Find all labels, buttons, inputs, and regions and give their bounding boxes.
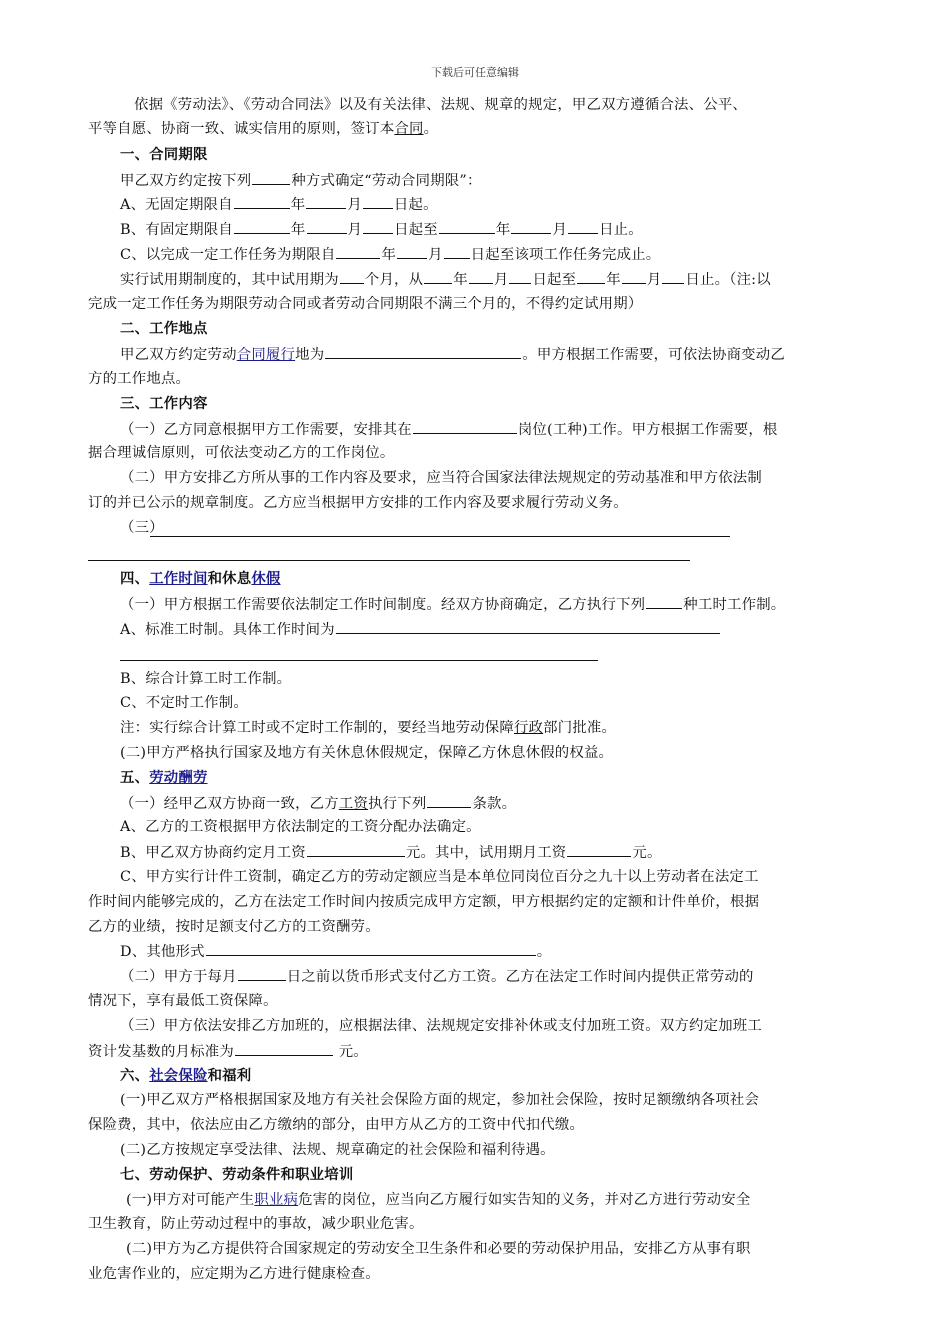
s1-trial-line-2: 完成一定工作任务为期限劳动合同或者劳动合同期限不满三个月的，不得约定试用期） [88,296,643,312]
blank-month[interactable] [622,270,646,284]
blank-month[interactable] [511,220,551,234]
s7-p2-line-2: 业危害作业的，应定期为乙方进行健康检查。 [88,1266,380,1282]
blank-day[interactable] [444,245,470,259]
s3-p3-blank-rule-2[interactable] [88,560,690,561]
s1-trial-line: 实行试用期制度的，其中试用期为 个月，从 年 月 日起至 年 月 日止。（注:以 [120,272,771,288]
occupational-disease-link[interactable]: 职业病 [254,1192,299,1208]
blank-position[interactable] [413,420,517,434]
s3-p1-line-1: （一）乙方同意根据甲方工作需要，安排其在 岗位(工种)工作。甲方根据工作需要，根 [120,422,778,438]
s5-option-a: A、乙方的工资根据甲方依法制定的工资分配办法确定。 [120,819,481,835]
s3-p1-line-2: 据合理诚信原则，可依法变动乙方的工作岗位。 [88,445,395,461]
section-2-title: 二、工作地点 [120,321,208,337]
s3-p3-line: （三） [120,520,164,536]
s5-p3-line-1: （三）甲方依法安排乙方加班的，应根据法律、法规规定安排补休或支付加班工资。双方约定加班工 [120,1018,762,1034]
blank-year[interactable] [234,220,290,234]
s1-option-a: A、无固定期限自 年 月 日起。 [120,197,438,213]
s5-option-c-line-3: 乙方的业绩，按时足额支付乙方的工资酬劳。 [88,919,380,935]
blank-trial-wage[interactable] [567,843,631,857]
blank-work-hours[interactable] [336,620,720,634]
blank-year[interactable] [577,270,605,284]
blank-monthly-wage[interactable] [307,843,405,857]
s1-option-c: C、以完成一定工作任务为期限自 年 月 日起至该项工作任务完成止。 [120,247,661,263]
s6-p1-line-2: 保险费，其中，依法应由乙方缴纳的部分，由甲方从乙方的工资中代扣代缴。 [88,1117,585,1133]
social-insurance-link[interactable]: 社会保险 [149,1068,208,1084]
section-5-title: 五、劳动酬劳 [120,770,208,786]
s5-p2-line-2: 情况下，享有最低工资保障。 [88,993,278,1009]
s4-option-c: C、不定时工作制。 [120,695,248,711]
s5-p2-line-1: （二）甲方于每月 日之前以货币形式支付乙方工资。乙方在法定工作时间内提供正常劳动的 [120,969,754,985]
section-1-title: 一、合同期限 [120,147,208,163]
blank-field[interactable] [252,171,290,185]
s2-location-line-2: 方的工作地点。 [88,371,191,387]
s5-p3-line-2: 资计发基数的月标准为 元。 [88,1044,368,1060]
s4-option-b: B、综合计算工时工作制。 [120,671,292,687]
s6-p1-line-1: (一)甲乙双方严格根据国家及地方有关社会保险方面的规定，参加社会保险，按时足额缴纳各项社会 [120,1092,760,1108]
vacation-link[interactable]: 休假 [251,571,281,587]
blank-month[interactable] [306,195,346,209]
contract-performance-link[interactable]: 合同履行 [236,347,296,363]
blank-year[interactable] [234,195,290,209]
labor-pay-link[interactable]: 劳动酬劳 [149,770,208,786]
blank-location[interactable] [325,345,521,359]
blank-year[interactable] [439,220,495,234]
s4-option-a: A、标准工时制。具体工作时间为 [120,620,721,639]
intro-line-2: 平等自愿、协商一致、诚实信用的原则，签订本合同。 [88,121,439,137]
intro-line-1: 依据《劳动法》、《劳动合同法》以及有关法律、法规、规章的规定，甲乙双方遵循合法、公平、 [134,97,747,113]
blank-day[interactable] [568,220,598,234]
s7-p2-line-1: (二)甲方为乙方提供符合国家规定的劳动安全卫生条件和必要的劳动保护用品，安排乙方从事有职 [126,1241,751,1257]
work-time-link[interactable]: 工作时间 [149,571,208,587]
section-3-title: 三、工作内容 [120,396,208,412]
page-header: 下载后可任意编辑 [431,66,519,79]
s6-p2: (二)乙方按规定享受法律、法规、规章确定的社会保险和福利待遇。 [120,1142,555,1158]
section-6-title: 六、社会保险和福利 [120,1068,252,1084]
s3-p3-blank-rule[interactable] [150,536,730,537]
blank-other[interactable] [206,942,536,956]
blank-day[interactable] [363,220,393,234]
s1-option-b: B、有固定期限自 年 月 日起至 年 月 日止。 [120,222,643,238]
blank-field[interactable] [646,595,682,609]
s5-option-c-line-1: C、甲方实行计件工资制，确定乙方的劳动定额应当是本单位同岗位百分之九十以上劳动者在法定工 [120,869,759,885]
s5-option-d: D、其他形式 。 [120,944,552,960]
blank-overtime-base[interactable] [235,1042,333,1056]
s3-p2-line-1: （二）甲方安排乙方所从事的工作内容及要求，应当符合国家法律法规规定的劳动基准和甲方依法制 [120,470,762,486]
s7-p1-line-1: (一)甲方对可能产生职业病危害的岗位，应当向乙方履行如实告知的义务，并对乙方进行劳动安全 [126,1192,751,1208]
s4-note: 注：实行综合计算工时或不定时工作制的，要经当地劳动保障行政部门批准。 [120,720,617,736]
blank-month[interactable] [397,245,427,259]
blank-year[interactable] [336,245,380,259]
s5-option-c-line-2: 作时间内能够完成的，乙方在法定工作时间内按质完成甲方定额，甲方根据约定的定额和计件单价，根据 [88,894,760,910]
blank-day[interactable] [509,270,531,284]
blank-month[interactable] [307,220,347,234]
blank-field[interactable] [427,794,471,808]
s5-p1-line: （一）经甲乙双方协商一致，乙方工资执行下列 条款。 [120,796,517,812]
s5-option-b: B、甲乙双方协商约定月工资 元。其中，试用期月工资 元。 [120,845,662,861]
s1-method-line: 甲乙双方约定按下列 种方式确定“劳动合同期限”： [120,173,482,189]
s4-p1-line: （一）甲方根据工作需要依法制定工作时间制度。经双方协商确定，乙方执行下列 种工时工作制。 [120,597,786,613]
s3-p2-line-2: 订的并已公示的规章制度。乙方应当根据甲方安排的工作内容及要求履行劳动义务。 [88,495,628,511]
s4-p2: (二)甲方严格执行国家及地方有关休息休假规定，保障乙方休息休假的权益。 [120,745,614,761]
section-7-title: 七、劳动保护、劳动条件和职业培训 [120,1167,354,1183]
section-4-title: 四、工作时间和休息休假 [120,571,281,587]
contract-link[interactable]: 合同 [394,121,424,137]
blank-day[interactable] [363,195,393,209]
blank-year[interactable] [424,270,452,284]
s7-p1-line-2: 卫生教育，防止劳动过程中的事故，减少职业危害。 [88,1216,424,1232]
blank-day[interactable] [662,270,684,284]
s2-location-line: 甲乙双方约定劳动合同履行地为 。甲方根据工作需要，可依法协商变动乙 [120,347,785,363]
blank-months[interactable] [340,270,364,284]
blank-pay-day[interactable] [238,967,286,981]
s4-option-a-rule[interactable] [120,660,598,661]
blank-month[interactable] [469,270,493,284]
